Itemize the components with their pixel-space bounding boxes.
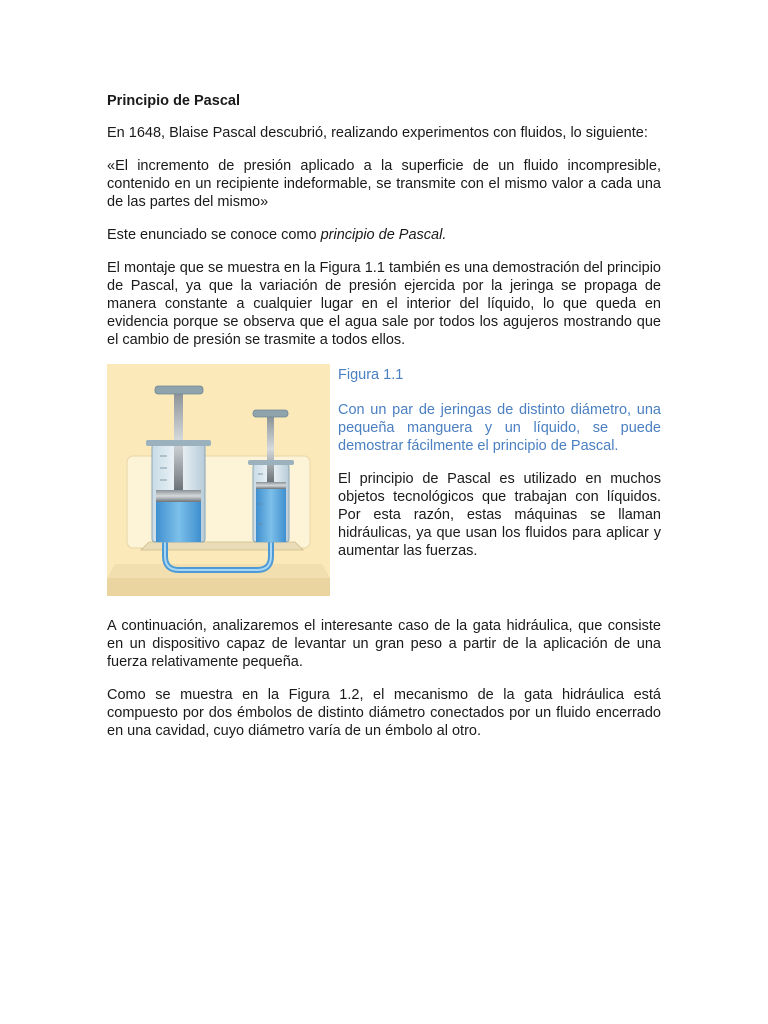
paragraph-mechanism: Como se muestra en la Figura 1.2, el mecanismo de la gata hidráulica está compuesto por dos émbolos de distinto diámetro conectados por un fluido encerrado en una cavidad, cuyo diámetro varía de un émbolo al otro. [107,687,661,739]
document-title: Principio de Pascal [107,93,240,109]
paragraph-quote: «El incremento de presión aplicado a la superficie de un fluido incompresible, contenido en un recipiente indeformable, se transmite con el mismo valor a cada una de las partes del mismo» [107,158,661,210]
figure-block [107,364,661,600]
statement-emphasis: principio de Pascal. [320,227,447,243]
figure-description: Con un par de jeringas de distinto diámetro, una pequeña manguera y un líquido, se puede demostrar fácilmente el principio de Pascal. [338,402,661,454]
syringes-illustration [107,364,330,596]
figure-text-column [338,366,661,560]
paragraph-demonstration: El montaje que se muestra en la Figura 1.1 también es una demostración del principio de Pascal, ya que la variación de presión ejercida por la jeringa se propaga de manera constante a cualquier lugar en el interior del líquido, lo que queda en evidencia porque se observa que el agua sale por todos los agujeros mostrando que el cambio de presión se trasmite a todos ellos. [107,260,661,348]
figure-side-paragraph: El principio de Pascal es utilizado en muchos objetos tecnológicos que trabajan con líquidos. Por esta razón, estas máquinas se llaman hidráulicas, ya que usan los fluidos para aplicar y aumentar las fuerzas. [338,471,661,559]
paragraph-statement [107,226,661,244]
figure-caption: Figura 1.1 [338,367,404,383]
statement-text: Este enunciado se conoce como [107,227,321,243]
paragraph-hydraulic-jack: A continuación, analizaremos el interesante caso de la gata hidráulica, que consiste en un dispositivo capaz de levantar un gran peso a partir de la aplicación de una fuerza relativamente pequeña. [107,618,661,670]
paragraph-intro: En 1648, Blaise Pascal descubrió, realizando experimentos con fluidos, lo siguiente: [107,125,648,141]
document-page [107,92,661,755]
